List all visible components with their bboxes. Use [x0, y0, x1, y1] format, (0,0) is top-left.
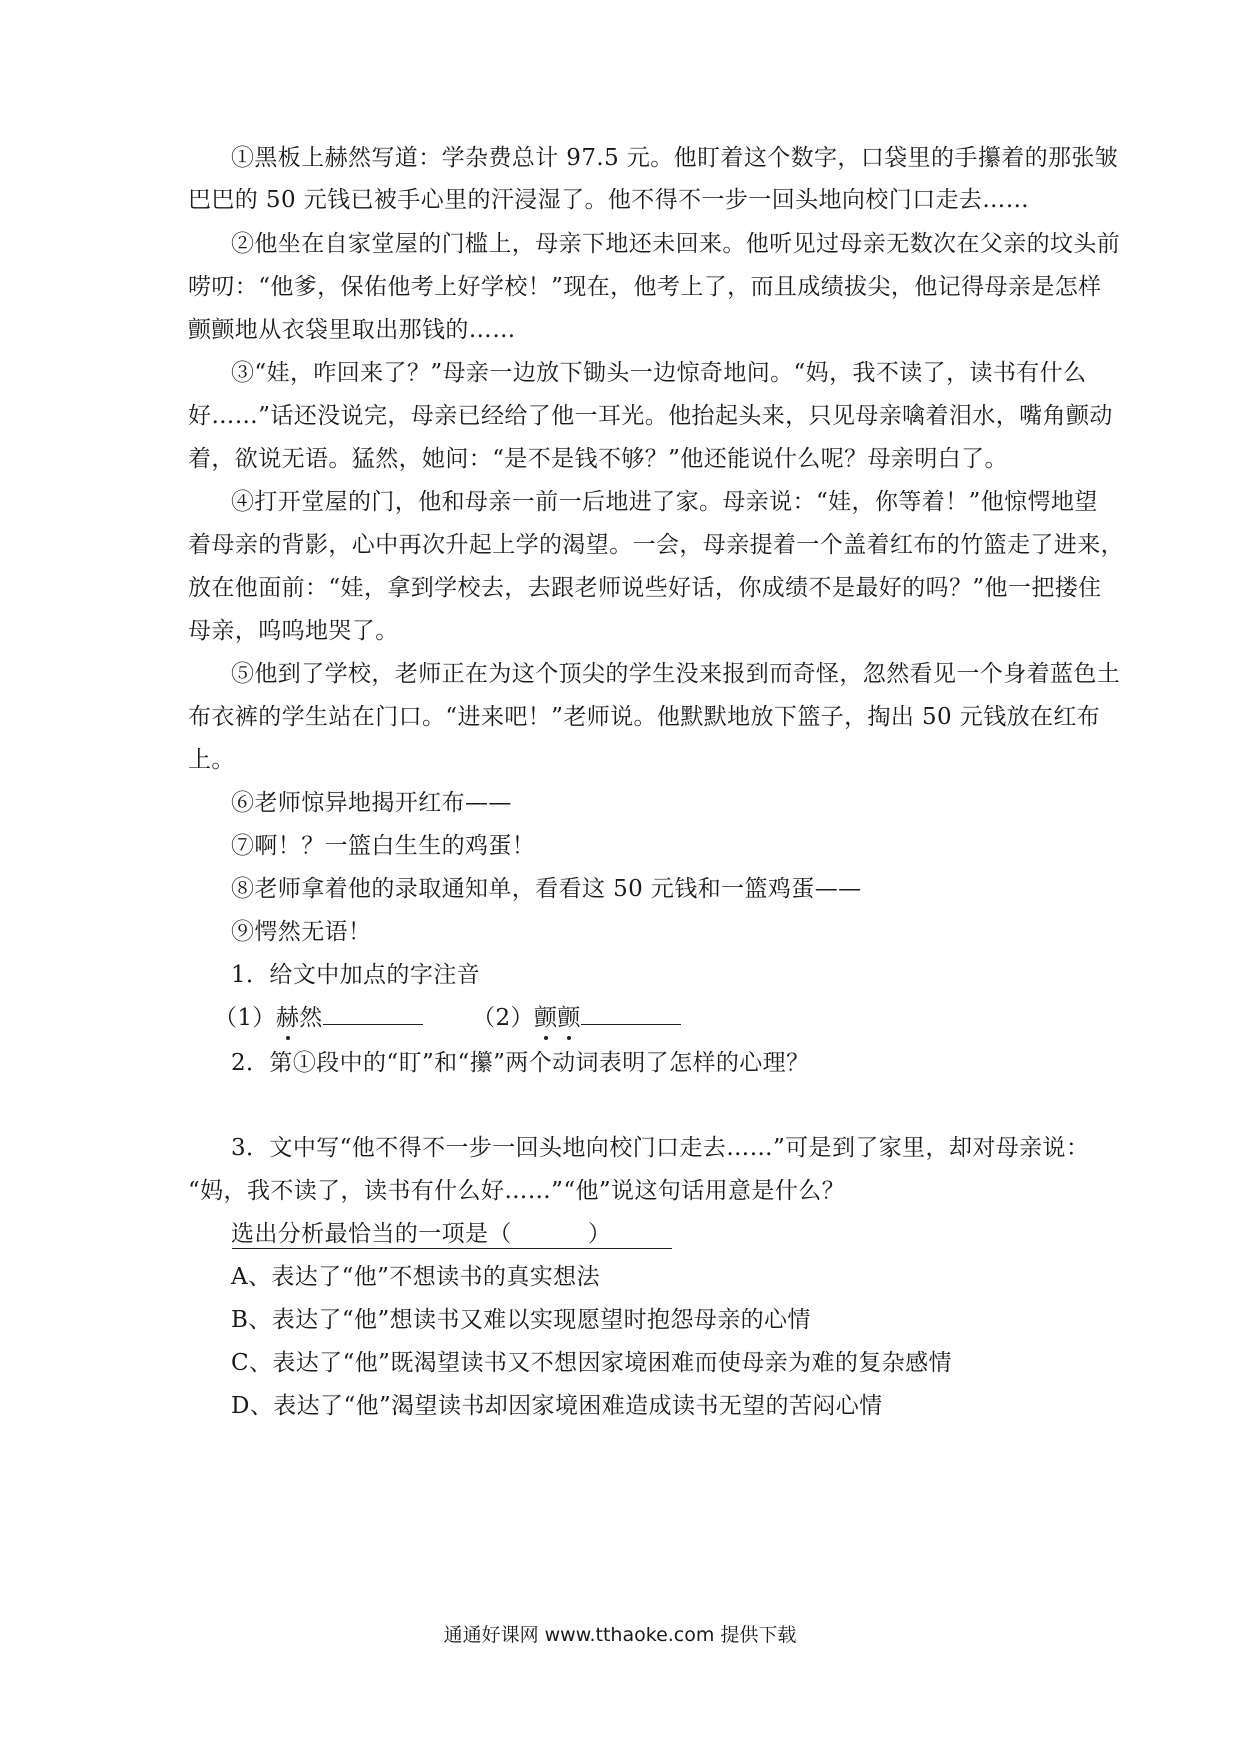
- passage-paragraph-2-line-3: 颤颤地从衣袋里取出那钱的……: [188, 317, 516, 343]
- passage-paragraph-4-line-1: ④打开堂屋的门，他和母亲一前一后地进了家。母亲说：“娃，你等着！”他惊愕地望: [231, 489, 1098, 515]
- question-1-item-2-number: （2）: [472, 1005, 534, 1031]
- question-1-item-2-dotted-char: 颤: [533, 1005, 558, 1031]
- question-1-item-1-dotted-char: 赫: [275, 1005, 300, 1031]
- option-d: D、表达了“他”渴望读书却因家境困难造成读书无望的苦闷心情: [231, 1393, 883, 1419]
- question-3-instruction-text: 选出分析最恰当的一项是（: [231, 1221, 512, 1247]
- passage-paragraph-2-line-2: 唠叨：“他爹，保佑他考上好学校！”现在，他考上了，而且成绩拔尖，他记得母亲是怎样: [188, 274, 1102, 300]
- passage-paragraph-7: ⑦啊！？一篮白生生的鸡蛋！: [231, 833, 536, 859]
- question-3-line-1: 3．文中写“他不得不一步一回头地向校门口走去……”可是到了家里，却对母亲说：: [231, 1135, 1090, 1161]
- passage-paragraph-6: ⑥老师惊异地揭开红布——: [231, 790, 512, 816]
- question-1-item-1-answer-blank[interactable]: [323, 1002, 423, 1025]
- question-1-item-1-number: （1）: [214, 1005, 276, 1031]
- passage-paragraph-3-line-2: 好……”话还没说完，母亲已经给了他一耳光。他抬起头来，只见母亲噙着泪水，嘴角颤动: [188, 403, 1113, 429]
- passage-paragraph-5-line-3: 上。: [188, 747, 235, 773]
- passage-paragraph-5-line-1: ⑤他到了学校，老师正在为这个顶尖的学生没来报到而奇怪，忽然看见一个身着蓝色土: [231, 661, 1121, 687]
- question-1-prompt: 1．给文中加点的字注音: [231, 962, 481, 988]
- question-2-prompt: 2．第①段中的“盯”和“攥”两个动词表明了怎样的心理？: [231, 1050, 810, 1076]
- passage-paragraph-4-line-4: 母亲，呜呜地哭了。: [188, 618, 399, 644]
- question-1-item-2-answer-blank[interactable]: [581, 1002, 681, 1025]
- passage-paragraph-3-line-1: ③“娃，咋回来了？”母亲一边放下锄头一边惊奇地问。“妈，我不读了，读书有什么: [231, 360, 1087, 386]
- question-1-item-1-rest: 然: [299, 1005, 323, 1031]
- option-c: C、表达了“他”既渴望读书又不想因家境困难而使母亲为难的复杂感情: [231, 1350, 952, 1376]
- passage-paragraph-2-line-1: ②他坐在自家堂屋的门槛上，母亲下地还未回来。他听见过母亲无数次在父亲的坟头前: [231, 231, 1121, 257]
- passage-paragraph-1-line-1: ①黑板上赫然写道：学杂费总计 97.5 元。他盯着这个数字，口袋里的手攥着的那张皱: [231, 145, 1119, 171]
- option-b: B、表达了“他”想读书又难以实现愿望时抱怨母亲的心情: [231, 1307, 811, 1333]
- question-1-items: [214, 1002, 681, 1033]
- question-1-item-2-rest: 颤: [557, 1005, 581, 1031]
- question-3-line-2: “妈，我不读了，读书有什么好……”“他”说这句话用意是什么？: [188, 1178, 846, 1204]
- question-3-close-paren: ）: [587, 1221, 612, 1247]
- passage-paragraph-8: ⑧老师拿着他的录取通知单，看看这 50 元钱和一篮鸡蛋——: [231, 876, 862, 902]
- page-footer: 通通好课网 www.tthaoke.com 提供下载: [443, 1624, 797, 1646]
- passage-paragraph-3-line-3: 着，欲说无语。猛然，她问：“是不是钱不够？”他还能说什么呢？母亲明白了。: [188, 446, 1008, 472]
- option-a: A、表达了“他”不想读书的真实想法: [231, 1264, 600, 1290]
- passage-paragraph-4-line-3: 放在他面前：“娃，拿到学校去，去跟老师说些好话，你成绩不是最好的吗？”他一把搂住: [188, 575, 1102, 601]
- passage-paragraph-5-line-2: 布衣裤的学生站在门口。“进来吧！”老师说。他默默地放下篮子，掏出 50 元钱放在红布: [188, 704, 1101, 730]
- question-3-instruction: [231, 1219, 611, 1249]
- passage-paragraph-4-line-2: 着母亲的背影，心中再次升起上学的渴望。一会，母亲提着一个盖着红布的竹篮走了进来，: [188, 532, 1124, 558]
- passage-paragraph-1-line-2: 巴巴的 50 元钱已被手心里的汗浸湿了。他不得不一步一回头地向校门口走去……: [188, 187, 1030, 213]
- passage-paragraph-9: ⑨愕然无语！: [231, 919, 372, 945]
